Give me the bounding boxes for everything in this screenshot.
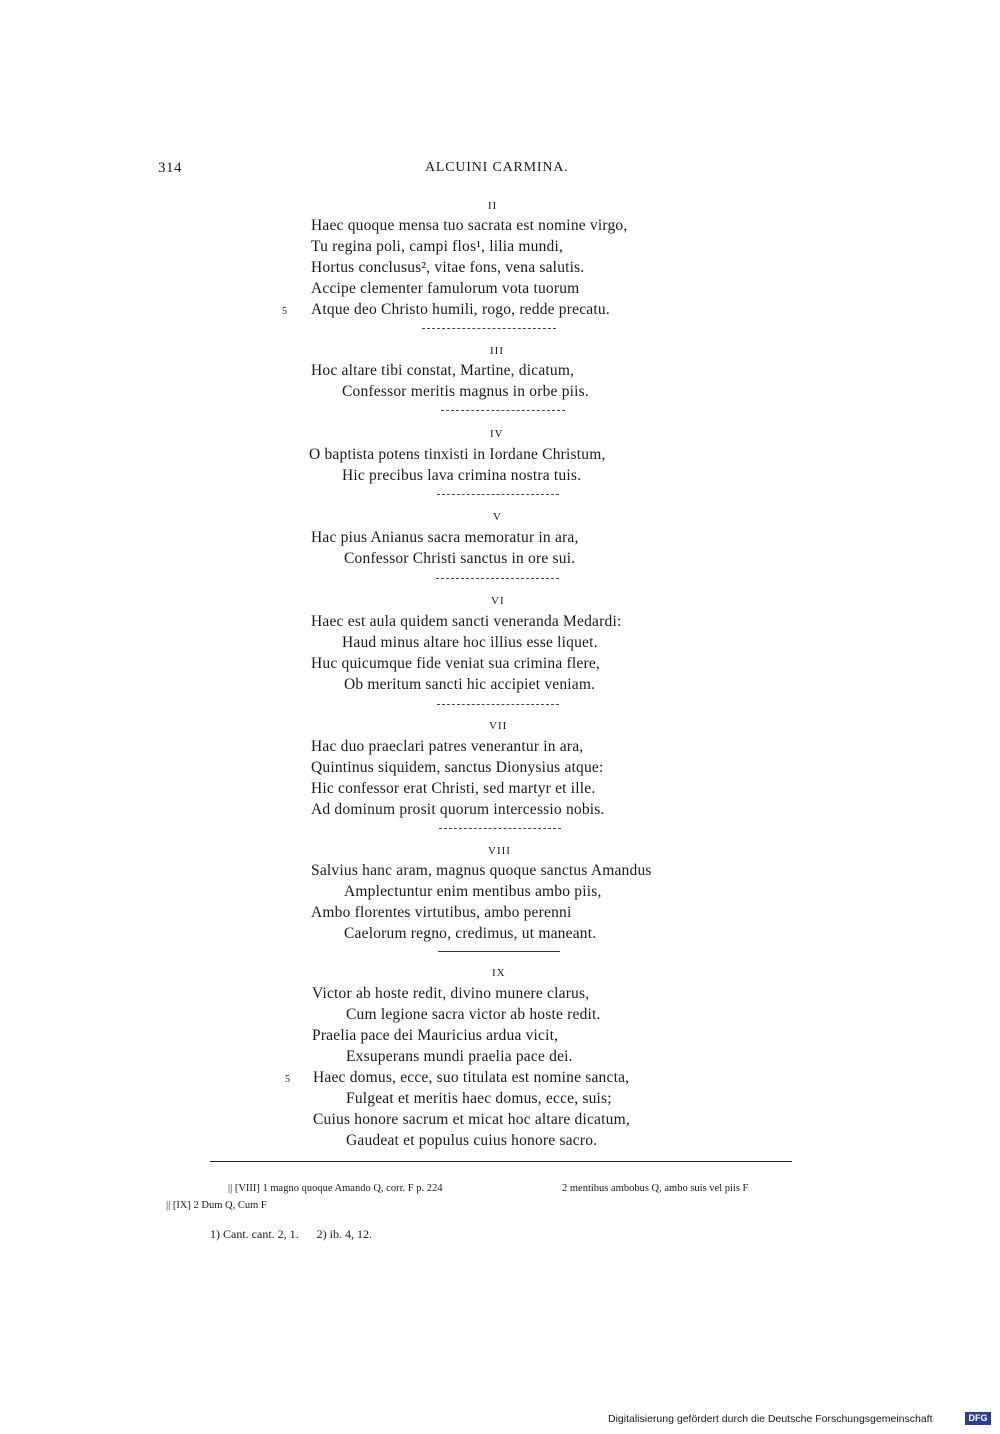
section-divider bbox=[437, 704, 559, 705]
section-numeral: VI bbox=[491, 595, 505, 607]
section-divider bbox=[438, 951, 560, 952]
verse-line: Praelia pace dei Mauricius ardua vicit, bbox=[312, 1027, 559, 1044]
section-divider bbox=[441, 410, 565, 411]
verse-line: Ambo florentes virtutibus, ambo perenni bbox=[311, 904, 572, 921]
verse-line: Hac pius Anianus sacra memoratur in ara, bbox=[311, 529, 579, 546]
verse-line: Cum legione sacra victor ab hoste redit. bbox=[346, 1006, 601, 1023]
verse-line: Caelorum regno, credimus, ut maneant. bbox=[344, 925, 597, 942]
verse-line: Haec domus, ecce, suo titulata est nomine sancta, bbox=[313, 1069, 630, 1086]
section-numeral: VIII bbox=[488, 845, 511, 857]
verse-line: Haec est aula quidem sancti veneranda Medardi: bbox=[311, 613, 622, 630]
section-numeral: IV bbox=[490, 428, 504, 440]
section-numeral: III bbox=[490, 345, 504, 357]
footnotes: 1) Cant. cant. 2, 1. 2) ib. 4, 12. bbox=[210, 1227, 372, 1241]
line-number: 5 bbox=[285, 1074, 290, 1085]
verse-line: O baptista potens tinxisti in Iordane Christum, bbox=[309, 446, 606, 463]
verse-line: Hic confessor erat Christi, sed martyr et ille. bbox=[311, 780, 596, 797]
verse-line: Hoc altare tibi constat, Martine, dicatum, bbox=[311, 362, 575, 379]
verse-line: Victor ab hoste redit, divino munere clarus, bbox=[312, 985, 590, 1002]
verse-line: Cuius honore sacrum et micat hoc altare dicatum, bbox=[313, 1111, 630, 1128]
verse-line: Haud minus altare hoc illius esse liquet. bbox=[342, 634, 598, 651]
section-divider bbox=[437, 494, 559, 495]
section-numeral: II bbox=[488, 200, 498, 212]
apparatus-note: 2 mentibus ambobus Q, ambo suis vel piis F bbox=[562, 1183, 749, 1194]
verse-line: Gaudeat et populus cuius honore sacro. bbox=[346, 1132, 598, 1149]
verse-line: Ob meritum sancti hic accipiet veniam. bbox=[344, 676, 596, 693]
section-numeral: IX bbox=[492, 967, 506, 979]
verse-line: Fulgeat et meritis haec domus, ecce, suis; bbox=[346, 1090, 612, 1107]
running-title: ALCUINI CARMINA. bbox=[425, 160, 569, 175]
funding-notice: Digitalisierung gefördert durch die Deutsche Forschungsgemeinschaft bbox=[608, 1413, 933, 1425]
page-number: 314 bbox=[158, 160, 182, 176]
section-divider bbox=[436, 578, 559, 579]
section-numeral: VII bbox=[489, 720, 508, 732]
verse-line: Atque deo Christo humili, rogo, redde precatu. bbox=[311, 301, 610, 318]
verse-line: Ad dominum prosit quorum intercessio nobis. bbox=[311, 801, 605, 818]
verse-line: Tu regina poli, campi flos¹, lilia mundi, bbox=[311, 238, 564, 255]
dfg-logo: DFG bbox=[965, 1412, 991, 1425]
verse-line: Hortus conclusus², vitae fons, vena salutis. bbox=[311, 259, 585, 276]
apparatus-note: || [IX] 2 Dum Q, Cum F bbox=[166, 1200, 267, 1211]
verse-line: Haec quoque mensa tuo sacrata est nomine virgo, bbox=[311, 217, 628, 234]
verse-line: Hac duo praeclari patres venerantur in ara, bbox=[311, 738, 584, 755]
verse-line: Amplectuntur enim mentibus ambo piis, bbox=[344, 883, 602, 900]
apparatus-note: || [VIII] 1 magno quoque Amando Q, corr. F p. 224 bbox=[228, 1183, 443, 1194]
section-numeral: V bbox=[493, 511, 502, 523]
verse-line: Salvius hanc aram, magnus quoque sanctus Amandus bbox=[311, 862, 652, 879]
verse-line: Quintinus siquidem, sanctus Dionysius atque: bbox=[311, 759, 604, 776]
line-number: 5 bbox=[282, 306, 287, 317]
verse-line: Confessor meritis magnus in orbe piis. bbox=[342, 383, 589, 400]
verse-line: Exsuperans mundi praelia pace dei. bbox=[346, 1048, 573, 1065]
section-divider bbox=[439, 828, 561, 829]
verse-line: Confessor Christi sanctus in ore sui. bbox=[344, 550, 576, 567]
footnote-rule bbox=[210, 1161, 792, 1162]
verse-line: Hic precibus lava crimina nostra tuis. bbox=[342, 467, 582, 484]
section-divider bbox=[422, 328, 556, 329]
verse-line: Huc quicumque fide veniat sua crimina flere, bbox=[311, 655, 600, 672]
verse-line: Accipe clementer famulorum vota tuorum bbox=[311, 280, 580, 297]
